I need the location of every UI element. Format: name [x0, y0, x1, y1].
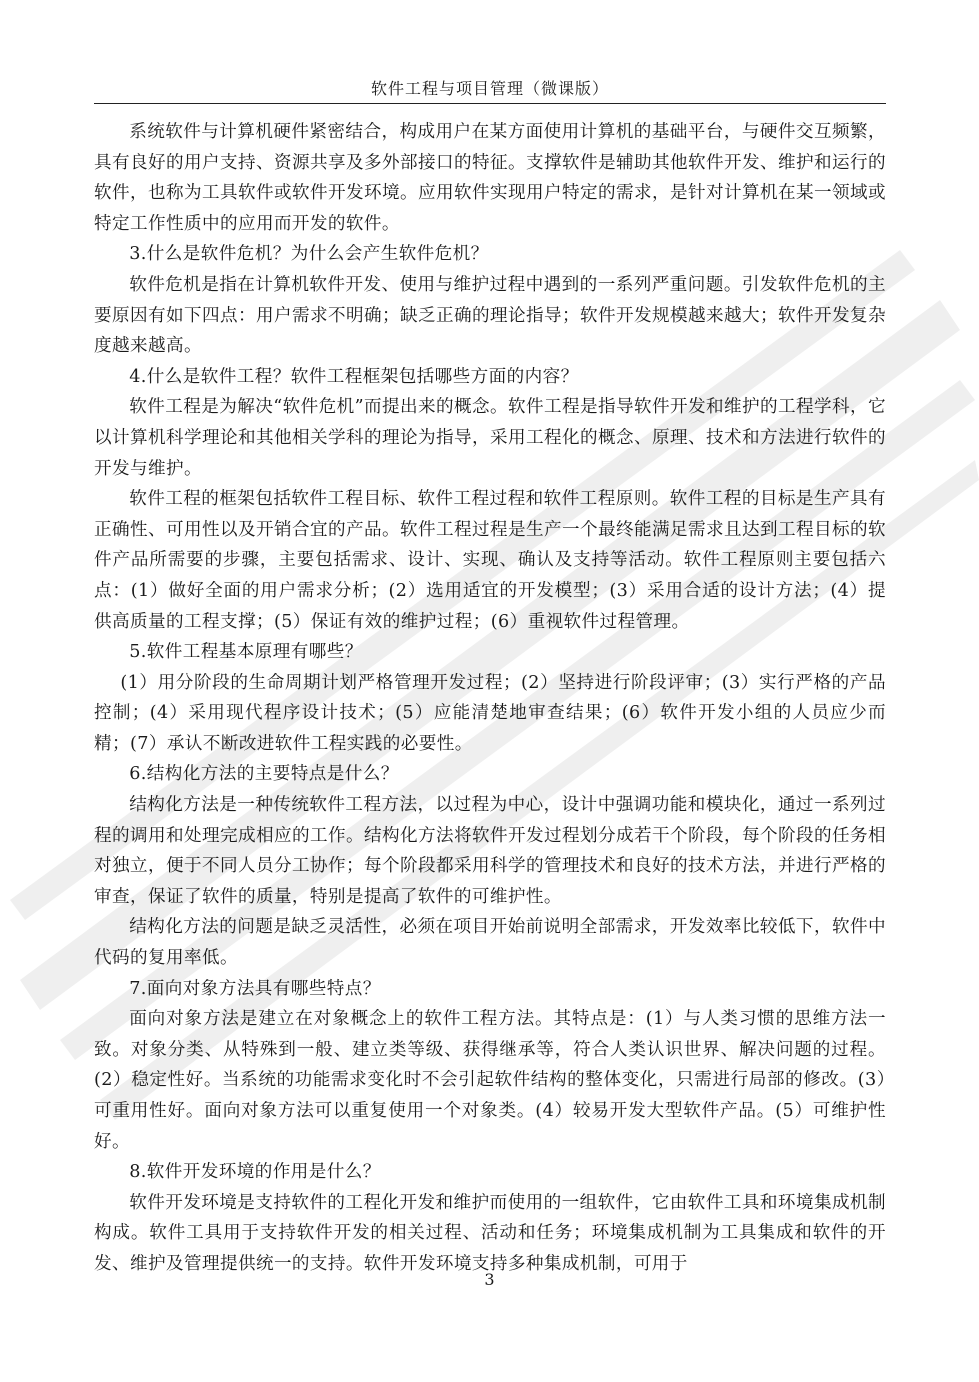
header-rule: [94, 103, 886, 104]
question-3: 3.什么是软件危机？为什么会产生软件危机？: [129, 244, 489, 265]
answer-7: 面向对象方法是建立在对象概念上的软件工程方法。其特点是：(1）与人类习惯的思维方法一致。对象分类、从特殊到一般、建立类等级、获得继承等，符合人类认识世界、解决问题的过程。(2）稳定性好。当系统的功能需求变化时不会引起软件结构的整体变化，只需进行局部的修改。(3）可重用性好。面向对象方法可以重复使用一个对象类。(4）较易开发大型软件产品。(5）可维护性好。: [94, 1009, 886, 1152]
answer-8: 软件开发环境是支持软件的工程化开发和维护而使用的一组软件，它由软件工具和环境集成机制构成。软件工具用于支持软件开发的相关过程、活动和任务；环境集成机制为工具集成和软件的开发、维护及管理提供统一的支持。软件开发环境支持多种集成机制，可用于: [94, 1192, 886, 1274]
page-number: 3: [484, 1270, 495, 1289]
answer-6-problems: 结构化方法的问题是缺乏灵活性，必须在项目开始前说明全部需求，开发效率比较低下，软件中代码的复用率低。: [94, 917, 886, 969]
answer-3: 软件危机是指在计算机软件开发、使用与维护过程中遇到的一系列严重问题。引发软件危机的主要原因有如下四点：用户需求不明确；缺乏正确的理论指导；软件开发规模越来越大；软件开发复杂度越来越高。: [94, 274, 886, 357]
question-6: 6.结构化方法的主要特点是什么？: [129, 764, 399, 785]
paragraph-system-software: 系统软件与计算机硬件紧密结合，构成用户在某方面使用计算机的基础平台，与硬件交互频繁，具有良好的用户支持、资源共享及多外部接口的特征。支撑软件是辅助其他软件开发、维护和运行的软件，也称为工具软件或软件开发环境。应用软件实现用户特定的需求，是针对计算机在某一领域或特定工作性质中的应用而开发的软件。: [94, 122, 886, 234]
question-5: 5.软件工程基本原理有哪些？: [129, 642, 363, 663]
body-text: [94, 117, 886, 1280]
answer-4-definition: 软件工程是为解决“软件危机”而提出来的概念。软件工程是指导软件开发和维护的工程学科，它以计算机科学理论和其他相关学科的理论为指导，采用工程化的概念、原理、技术和方法进行软件的开发与维护。: [94, 397, 886, 479]
answer-5: (1）用分阶段的生命周期计划严格管理开发过程；(2）坚持进行阶段评审；(3）实行严格的产品控制；(4）采用现代程序设计技术；(5）应能清楚地审查结果；(6）软件开发小组的人员应少而精；(7）承认不断改进软件工程实践的必要性。: [94, 672, 886, 754]
running-header: 软件工程与项目管理（微课版）: [370, 79, 609, 98]
question-4: 4.什么是软件工程？软件工程框架包括哪些方面的内容？: [129, 366, 579, 387]
question-7: 7.面向对象方法具有哪些特点？: [129, 978, 381, 999]
answer-6-features: 结构化方法是一种传统软件工程方法，以过程为中心，设计中强调功能和模块化，通过一系列过程的调用和处理完成相应的工作。结构化方法将软件开发过程划分成若干个阶段，每个阶段的任务相对独立，便于不同人员分工协作；每个阶段都采用科学的管理技术和良好的技术方法，并进行严格的审查，保证了软件的质量，特别是提高了软件的可维护性。: [94, 795, 886, 907]
answer-4-framework: 软件工程的框架包括软件工程目标、软件工程过程和软件工程原则。软件工程的目标是生产具有正确性、可用性以及开销合宜的产品。软件工程过程是生产一个最终能满足需求且达到工程目标的软件产品所需要的步骤，主要包括需求、设计、实现、确认及支持等活动。软件工程原则主要包括六点：(1）做好全面的用户需求分析；(2）选用适宜的开发模型；(3）采用合适的设计方法；(4）提供高质量的工程支撑；(5）保证有效的维护过程；(6）重视软件过程管理。: [94, 489, 886, 632]
question-8: 8.软件开发环境的作用是什么？: [129, 1162, 381, 1183]
